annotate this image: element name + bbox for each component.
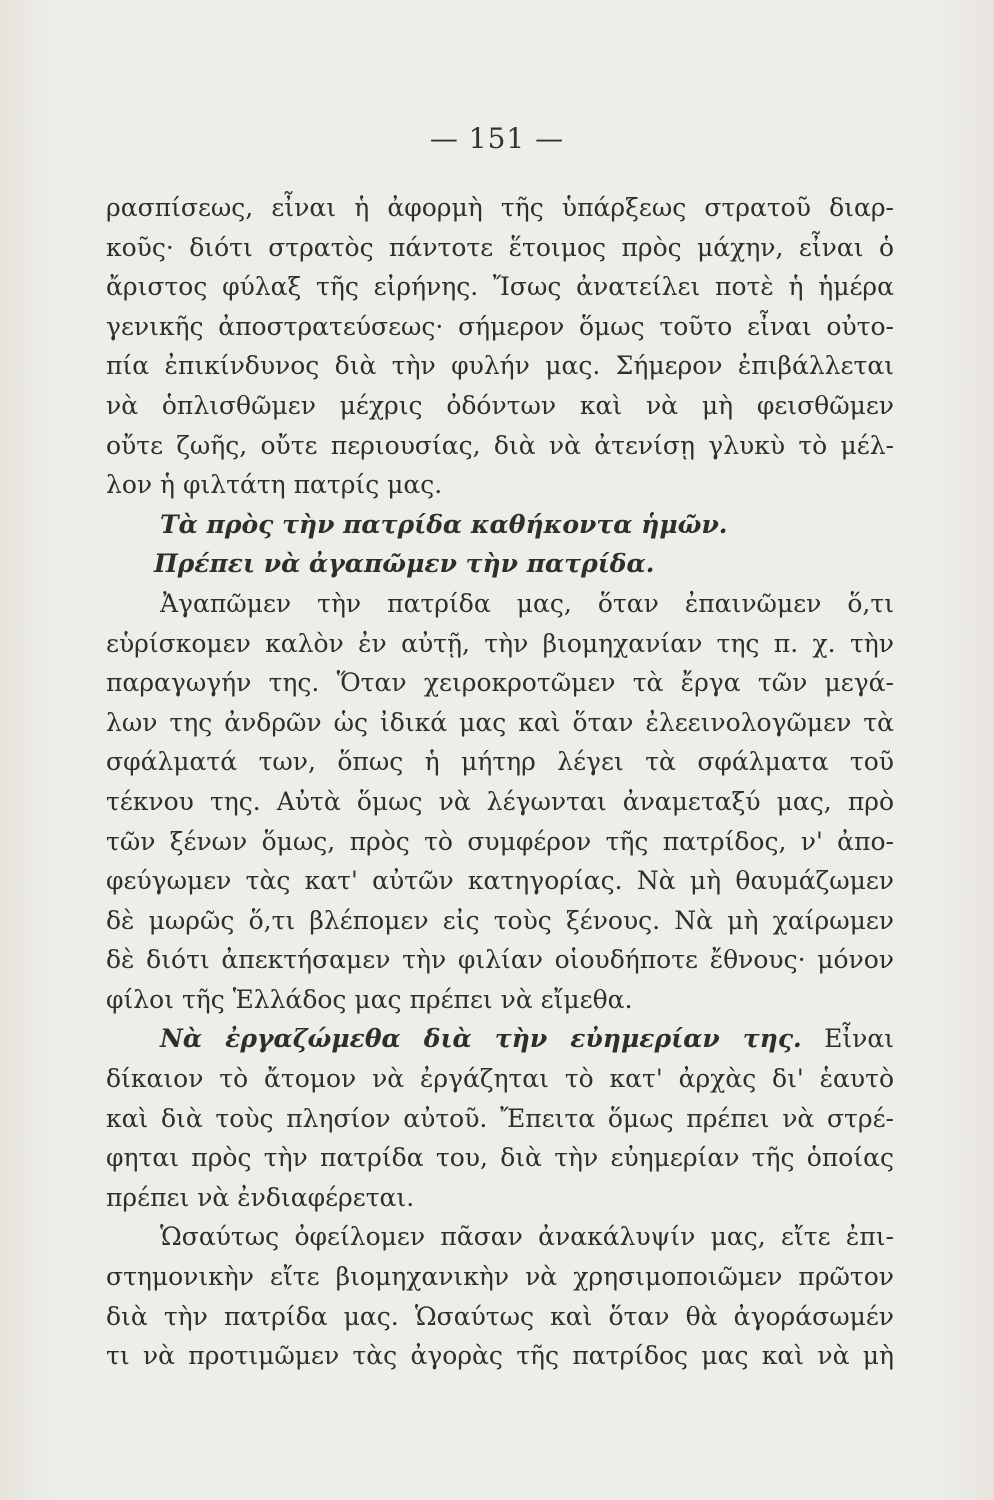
text-line: φίλοι τῆς Ἑλλάδος μας πρέπει νὰ εἴμεθα. [106,984,633,1014]
text-line: στημονικὴν εἴτε βιομηχανικὴν νὰ χρησιμοποιῶμεν πρῶτον [106,1262,894,1292]
text-line: πρέπει νὰ ἐνδιαφέρεται. [106,1182,415,1212]
section-heading: Τὰ πρὸς τὴν πατρίδα καθήκοντα ἡμῶν. [160,509,728,539]
text-line: παραγωγήν της. Ὅταν χειροκροτῶμεν τὰ ἔργα τῶν μεγά- [106,668,894,698]
text-line: οὔτε ζωῆς, οὔτε περιουσίας, διὰ νὰ ἀτενίσῃ γλυκὺ τὸ μέλ- [106,430,894,460]
subsection-heading: Πρέπει νὰ ἀγαπῶμεν τὴν πατρίδα. [154,549,655,579]
text-line: λον ἡ φιλτάτη πατρίς μας. [106,470,443,500]
text-line: νὰ ὁπλισθῶμεν μέχρις ὀδόντων καὶ νὰ μὴ φεισθῶμεν [106,390,894,420]
subsection-line [106,1019,894,1059]
text-line: Ἀγαπῶμεν τὴν πατρίδα μας, ὅταν ἐπαινῶμεν ὅ,τι [160,588,894,618]
text-line: καὶ διὰ τοὺς πλησίον αὐτοῦ. Ἔπειτα ὅμως πρέπει νὰ στρέ- [106,1103,894,1133]
text-line: ἄριστος φύλαξ τῆς εἰρήνης. Ἴσως ἀνατείλει ποτὲ ἡ ἡμέρα [106,272,894,302]
subsection-heading: Νὰ ἐργαζώμεθα διὰ τὴν εὐημερίαν της. [160,1024,802,1054]
text-line: σφάλματά των, ὅπως ἡ μήτηρ λέγει τὰ σφάλματα τοῦ [106,747,894,777]
text-line: τέκνου της. Αὐτὰ ὅμως νὰ λέγωνται ἀναμεταξύ μας, πρὸ [106,786,894,816]
text-line: κοῦς· διότι στρατὸς πάντοτε ἕτοιμος πρὸς μάχην, εἶναι ὁ [106,232,894,262]
text-line: φεύγωμεν τὰς κατ' αὐτῶν κατηγορίας. Νὰ μὴ θαυμάζωμεν [106,866,894,896]
page-number: — 151 — [429,122,565,155]
text-line: Ὡσαύτως ὀφείλομεν πᾶσαν ἀνακάλυψίν μας, εἴτε ἐπι- [160,1222,894,1252]
text-line: τι νὰ προτιμῶμεν τὰς ἀγορὰς τῆς πατρίδος μας καὶ νὰ μὴ [106,1341,894,1371]
text-line: τῶν ξένων ὅμως, πρὸς τὸ συμφέρον τῆς πατρίδος, ν' ἀπο- [106,826,894,856]
text-line: λων της ἀνδρῶν ὡς ἰδικά μας καὶ ὅταν ἐλεεινολογῶμεν τὰ [106,707,894,737]
subsection-tail: Εἶναι [824,1024,895,1054]
text-line: δὲ μωρῶς ὅ,τι βλέπομεν εἰς τοὺς ξένους. Νὰ μὴ χαίρωμεν [106,905,894,935]
text-line: διὰ τὴν πατρίδα μας. Ὡσαύτως καὶ ὅταν θὰ ἀγοράσωμέν [106,1301,894,1331]
page-body [106,188,894,1376]
text-line: γενικῆς ἀποστρατεύσεως· σήμερον ὅμως τοῦτο εἶναι οὐτο- [106,311,894,341]
text-line: φηται πρὸς τὴν πατρίδα του, διὰ τὴν εὐημερίαν τῆς ὁποίας [106,1143,894,1173]
text-line: ρασπίσεως, εἶναι ἡ ἀφορμὴ τῆς ὑπάρξεως στρατοῦ διαρ- [106,193,894,222]
text-line: εὑρίσκομεν καλὸν ἐν αὐτῇ, τὴν βιομηχανίαν της π. χ. τὴν [106,628,894,658]
text-line: δίκαιον τὸ ἄτομον νὰ ἐργάζηται τὸ κατ' ἀρχὰς δι' ἑαυτὸ [106,1064,894,1094]
text-line: δὲ διότι ἀπεκτήσαμεν τὴν φιλίαν οἱουδήποτε ἔθνους· μόνον [106,945,894,975]
text-line: πία ἐπικίνδυνος διὰ τὴν φυλήν μας. Σήμερον ἐπιβάλλεται [106,351,894,381]
